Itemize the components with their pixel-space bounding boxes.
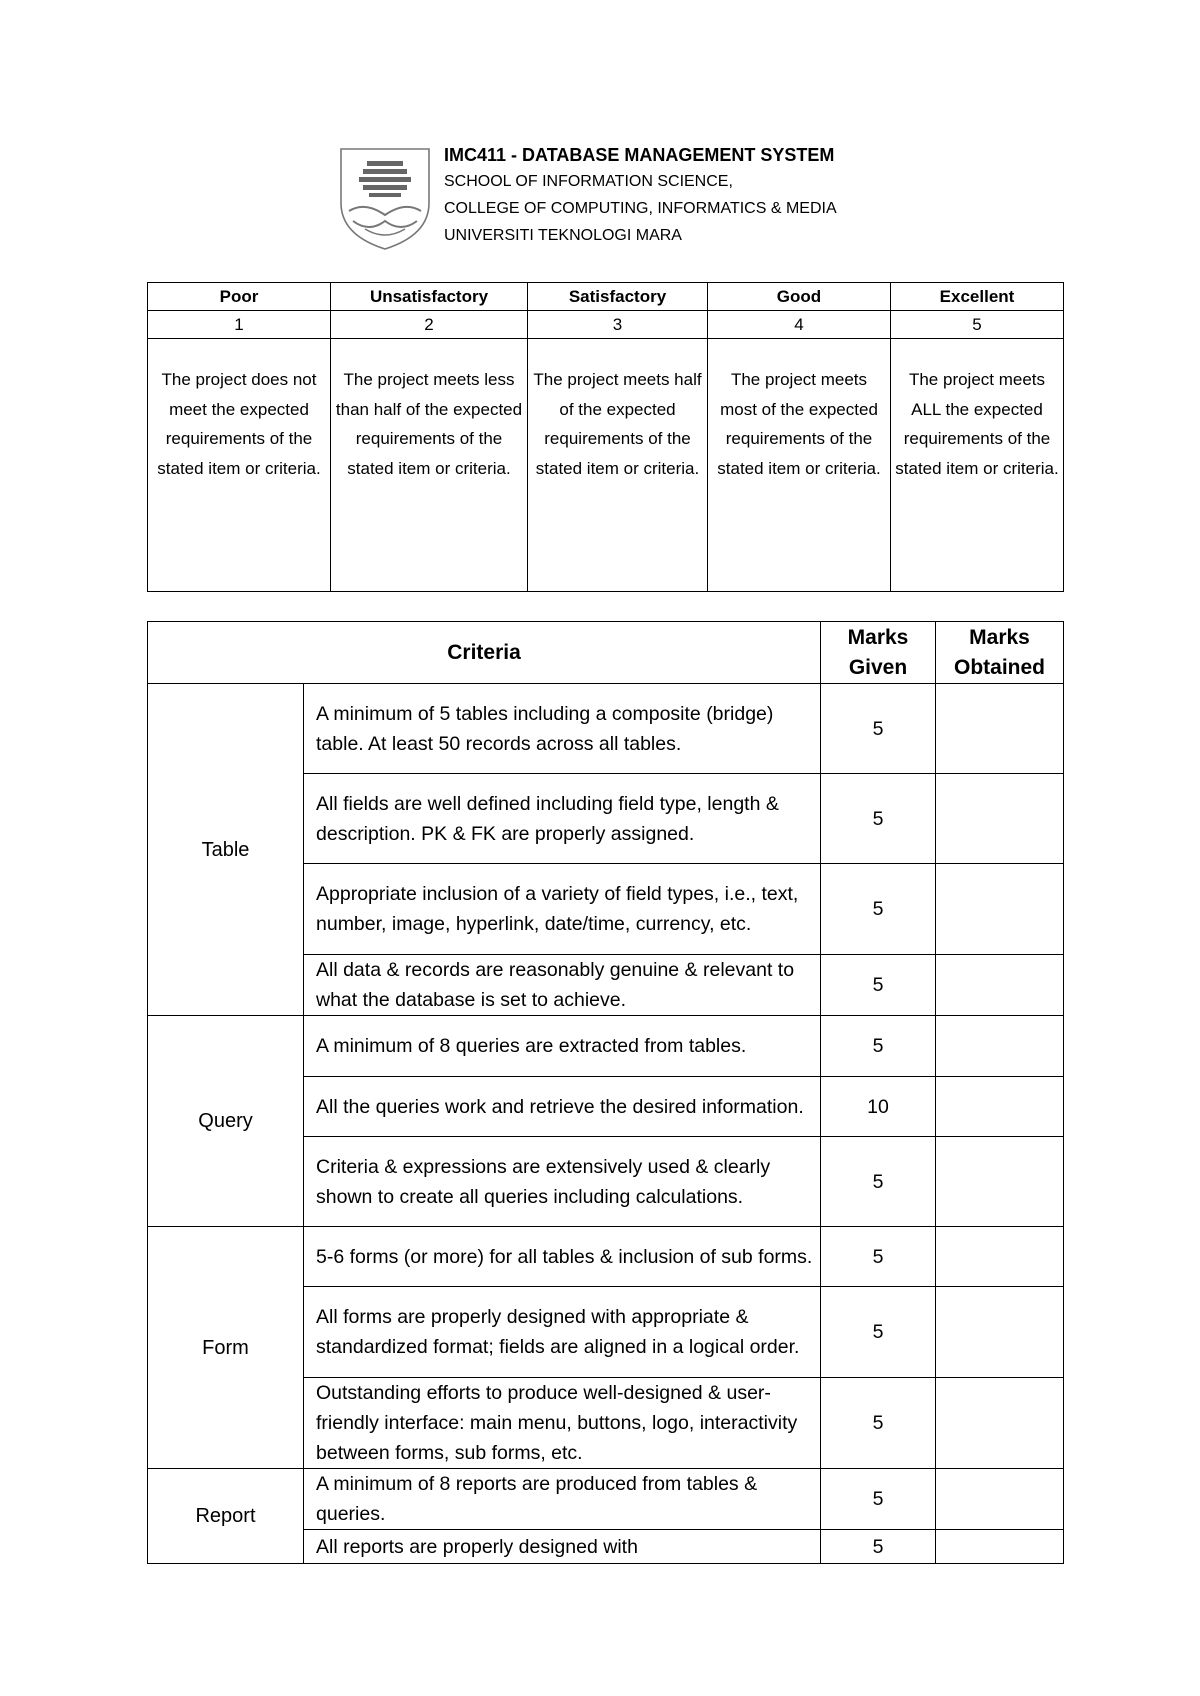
scale-score: 4	[708, 311, 891, 339]
scale-header-unsatisfactory: Unsatisfactory	[331, 283, 528, 311]
criteria-text: 5-6 forms (or more) for all tables & inclusion of sub forms.	[304, 1227, 821, 1287]
college-name: COLLEGE OF COMPUTING, INFORMATICS & MEDIA	[444, 200, 837, 217]
marks-given: 5	[821, 684, 936, 774]
school-name: SCHOOL OF INFORMATION SCIENCE,	[444, 173, 733, 190]
marks-obtained-cell[interactable]	[936, 864, 1064, 955]
scale-header-good: Good	[708, 283, 891, 311]
scale-description: The project does not meet the expected requirements of the stated item or criteria.	[148, 339, 331, 592]
table-row	[148, 1016, 1064, 1077]
marks-obtained-cell[interactable]	[936, 1530, 1064, 1564]
document-header	[335, 142, 955, 262]
scale-description: The project meets half of the expected requirements of the stated item or criteria.	[528, 339, 708, 592]
scale-description: The project meets most of the expected requirements of the stated item or criteria.	[708, 339, 891, 592]
scale-score: 5	[891, 311, 1064, 339]
marks-given: 5	[821, 955, 936, 1016]
criteria-text: Criteria & expressions are extensively used & clearly shown to create all queries including calculations.	[304, 1137, 821, 1227]
criteria-table	[147, 621, 1064, 1564]
scale-header-row	[148, 283, 1064, 311]
marks-obtained-cell[interactable]	[936, 1378, 1064, 1469]
scale-header-satisfactory: Satisfactory	[528, 283, 708, 311]
criteria-text: All fields are well defined including field type, length & description. PK & FK are properly assigned.	[304, 774, 821, 864]
scale-description: The project meets ALL the expected requirements of the stated item or criteria.	[891, 339, 1064, 592]
marks-given: 5	[821, 1287, 936, 1378]
scale-score: 3	[528, 311, 708, 339]
scale-score-row	[148, 311, 1064, 339]
marks-obtained-cell[interactable]	[936, 1227, 1064, 1287]
marks-obtained-cell[interactable]	[936, 1469, 1064, 1530]
marks-obtained-cell[interactable]	[936, 1016, 1064, 1077]
criteria-header-row	[148, 622, 1064, 684]
marks-obtained-cell[interactable]	[936, 774, 1064, 864]
criteria-text: A minimum of 5 tables including a composite (bridge) table. At least 50 records across all tables.	[304, 684, 821, 774]
rating-scale-table	[147, 282, 1064, 592]
marks-obtained-cell[interactable]	[936, 1077, 1064, 1137]
table-row	[148, 684, 1064, 774]
criteria-text: All the queries work and retrieve the desired information.	[304, 1077, 821, 1137]
criteria-text: All reports are properly designed with	[304, 1530, 821, 1564]
marks-given-column-header: Marks Given	[821, 622, 936, 684]
course-title: IMC411 - DATABASE MANAGEMENT SYSTEM	[444, 145, 835, 165]
marks-given: 5	[821, 864, 936, 955]
marks-obtained-cell[interactable]	[936, 684, 1064, 774]
scale-header-excellent: Excellent	[891, 283, 1064, 311]
category-form: Form	[148, 1227, 304, 1469]
criteria-text: All data & records are reasonably genuine & relevant to what the database is set to achieve.	[304, 955, 821, 1016]
marks-given: 5	[821, 1469, 936, 1530]
scale-score: 2	[331, 311, 528, 339]
criteria-column-header: Criteria	[148, 622, 821, 684]
marks-given: 5	[821, 1016, 936, 1077]
marks-given: 5	[821, 1530, 936, 1564]
criteria-text: A minimum of 8 reports are produced from tables & queries.	[304, 1469, 821, 1530]
marks-given: 5	[821, 1137, 936, 1227]
criteria-text: A minimum of 8 queries are extracted from tables.	[304, 1016, 821, 1077]
criteria-text: Outstanding efforts to produce well-designed & user-friendly interface: main menu, buttons, logo, interactivity between forms, sub forms, etc.	[304, 1378, 821, 1469]
table-row	[148, 1469, 1064, 1530]
marks-given: 5	[821, 1378, 936, 1469]
category-query: Query	[148, 1016, 304, 1227]
marks-obtained-cell[interactable]	[936, 1287, 1064, 1378]
scale-description: The project meets less than half of the expected requirements of the stated item or criteria.	[331, 339, 528, 592]
criteria-text: Appropriate inclusion of a variety of field types, i.e., text, number, image, hyperlink, date/time, currency, etc.	[304, 864, 821, 955]
university-crest-icon	[335, 145, 435, 253]
marks-given: 5	[821, 774, 936, 864]
marks-obtained-cell[interactable]	[936, 1137, 1064, 1227]
criteria-text: All forms are properly designed with appropriate & standardized format; fields are aligned in a logical order.	[304, 1287, 821, 1378]
category-report: Report	[148, 1469, 304, 1564]
marks-obtained-column-header: Marks Obtained	[936, 622, 1064, 684]
table-row	[148, 1227, 1064, 1287]
marks-obtained-cell[interactable]	[936, 955, 1064, 1016]
scale-score: 1	[148, 311, 331, 339]
scale-description-row	[148, 339, 1064, 592]
scale-header-poor: Poor	[148, 283, 331, 311]
marks-given: 5	[821, 1227, 936, 1287]
category-table: Table	[148, 684, 304, 1016]
university-name: UNIVERSITI TEKNOLOGI MARA	[444, 227, 682, 244]
marks-given: 10	[821, 1077, 936, 1137]
